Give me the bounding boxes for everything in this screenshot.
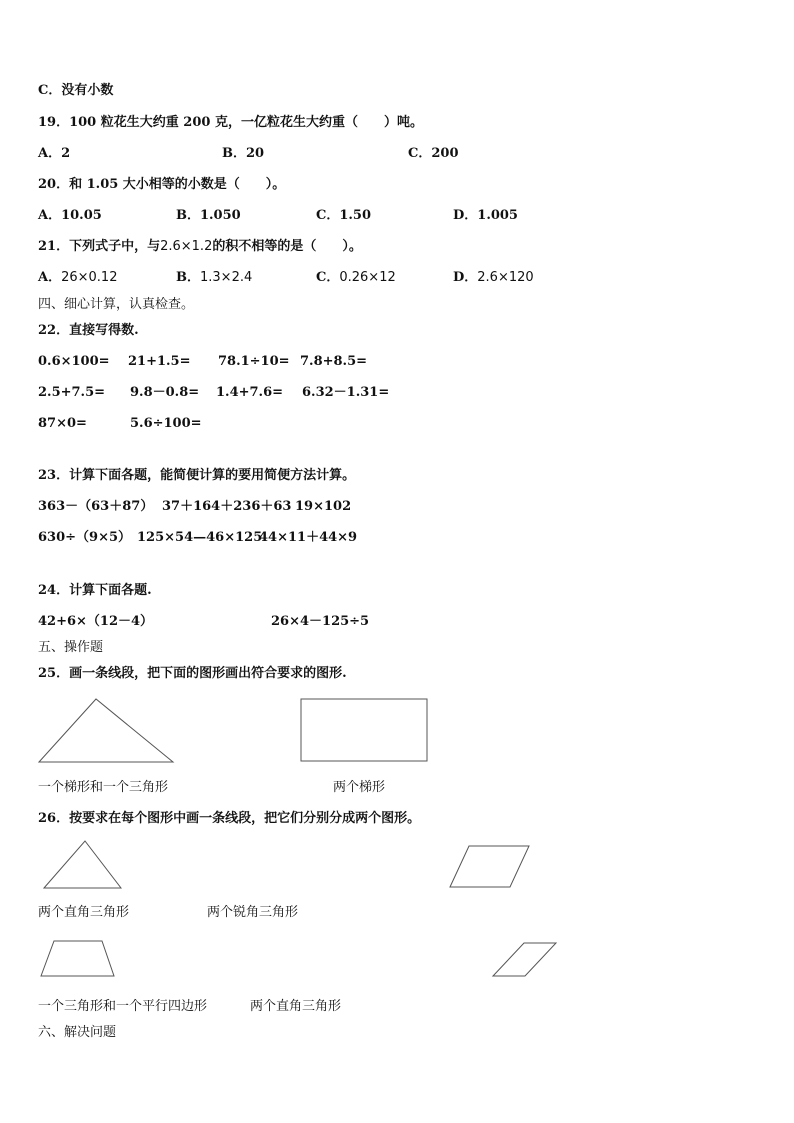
- q26-caption-4: 两个直角三角形: [250, 999, 342, 1014]
- q19-option-c: C．200: [408, 146, 459, 161]
- q26-small-parallelogram-figure: [492, 942, 558, 978]
- q22-item: 1.4+7.6=: [216, 385, 284, 400]
- q22-item: 2.5+7.5=: [38, 385, 106, 400]
- section-6-heading: 六、解决问题: [38, 1025, 117, 1040]
- q25-stem: 25．画一条线段，把下面的图形画出符合要求的图形.: [38, 666, 347, 681]
- q20-option-a: A．10.05: [38, 208, 102, 223]
- q25-triangle-figure: [38, 698, 174, 764]
- q20-option-b: B．1.050: [176, 208, 241, 223]
- q25-caption-right: 两个梯形: [333, 780, 386, 795]
- option-expression: 1.3×2.4: [200, 270, 253, 285]
- q23-item: 125×54—46×125: [137, 530, 263, 545]
- q23-item: 44×11＋44×9: [259, 530, 358, 545]
- q21-stem-prefix: 21．下列式子中，与: [38, 239, 161, 254]
- q20-option-c: C．1.50: [316, 208, 372, 223]
- q26-trapezoid-figure: [40, 940, 116, 978]
- q21-stem-expression: 2.6×1.2: [160, 239, 213, 254]
- q25-caption-left: 一个梯形和一个三角形: [38, 780, 169, 795]
- q26-caption-1: 两个直角三角形: [38, 905, 130, 920]
- option-expression: 26×0.12: [61, 270, 118, 285]
- q26-caption-2: 两个锐角三角形: [207, 905, 299, 920]
- option-letter: D．: [453, 270, 478, 285]
- q26-triangle-figure: [43, 840, 123, 890]
- q23-stem: 23．计算下面各题，能简便计算的要用简便方法计算。: [38, 468, 356, 483]
- q25-rectangle-figure: [300, 698, 428, 762]
- q19-stem: 19．100 粒花生大约重 200 克，一亿粒花生大约重（ ）吨。: [38, 115, 423, 130]
- q19-option-a: A．2: [38, 146, 71, 161]
- q21-option-c: [316, 270, 396, 286]
- section-4-heading: 四、细心计算，认真检查。: [38, 297, 195, 312]
- q21-option-b: [176, 270, 252, 286]
- q21-option-a: [38, 270, 117, 286]
- q21-option-d: [453, 270, 534, 286]
- option-expression: 2.6×120: [477, 270, 534, 285]
- q19-option-b: B．20: [222, 146, 265, 161]
- q23-item: 19×102: [295, 499, 352, 514]
- q24-stem: 24．计算下面各题.: [38, 583, 152, 598]
- q22-item: 87×0=: [38, 416, 87, 431]
- option-letter: C．: [316, 270, 340, 285]
- q26-stem: 26．按要求在每个图形中画一条线段，把它们分别分成两个图形。: [38, 811, 421, 826]
- q22-stem: 22．直接写得数.: [38, 323, 139, 338]
- q23-item: 363－（63＋87）: [38, 499, 154, 514]
- q22-item: 21+1.5=: [128, 354, 191, 369]
- option-letter: A．: [38, 270, 62, 285]
- q22-item: 0.6×100=: [38, 354, 110, 369]
- q22-item: 6.32－1.31=: [302, 385, 390, 400]
- q21-stem-suffix: 的积不相等的是（ ）。: [212, 239, 362, 254]
- option-letter: B．: [176, 270, 200, 285]
- option-expression: 0.26×12: [339, 270, 396, 285]
- q18-option-c: C．没有小数: [38, 83, 114, 98]
- q22-item: 78.1÷10=: [218, 354, 290, 369]
- q20-option-d: D．1.005: [453, 208, 518, 223]
- q22-item: 9.8－0.8=: [130, 385, 200, 400]
- q23-item: 37＋164＋236＋63: [162, 499, 292, 514]
- q26-parallelogram-figure: [449, 845, 531, 889]
- q21-stem: [38, 239, 362, 255]
- q20-stem: 20．和 1.05 大小相等的小数是（ ）。: [38, 177, 286, 192]
- q22-item: 7.8+8.5=: [300, 354, 368, 369]
- q24-item: 42+6×（12－4）: [38, 614, 154, 629]
- q23-item: 630÷（9×5）: [38, 530, 132, 545]
- section-5-heading: 五、操作题: [38, 640, 104, 655]
- q22-item: 5.6÷100=: [130, 416, 202, 431]
- q26-caption-3: 一个三角形和一个平行四边形: [38, 999, 208, 1014]
- q24-item: 26×4－125÷5: [271, 614, 370, 629]
